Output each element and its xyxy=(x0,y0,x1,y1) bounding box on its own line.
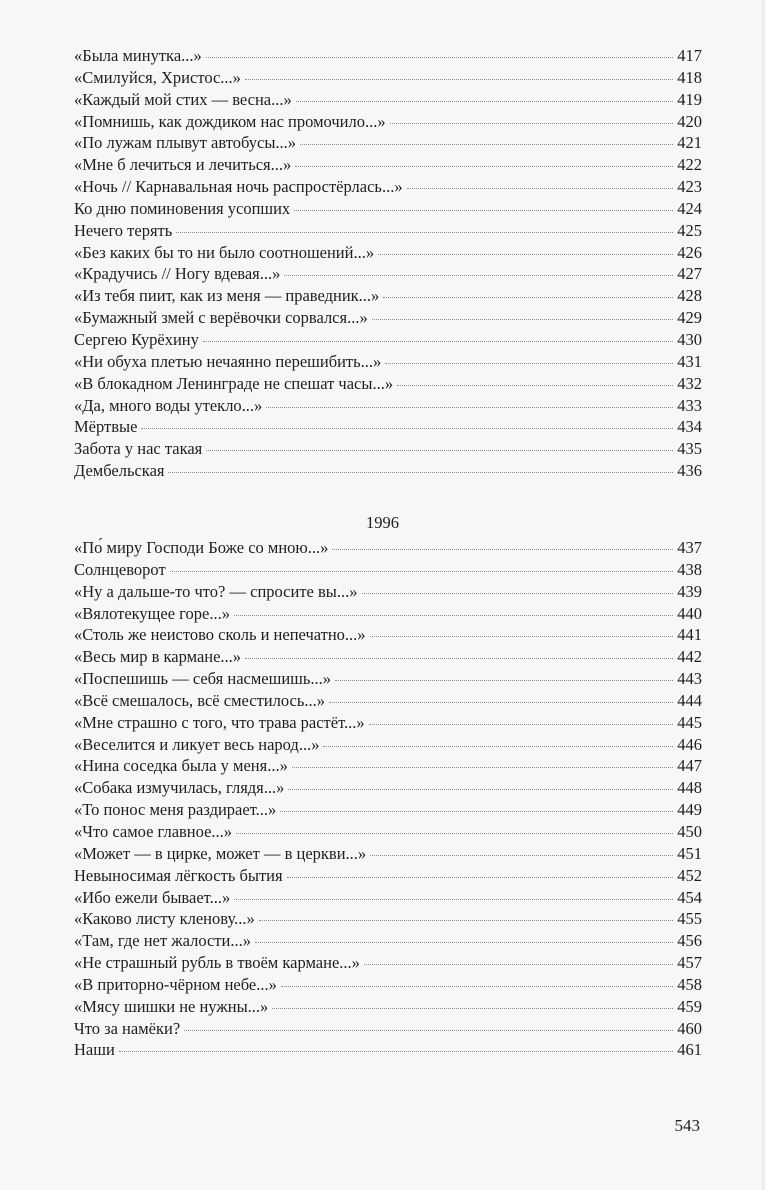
entry-page-number: 431 xyxy=(677,351,702,371)
entry-page-number: 445 xyxy=(677,712,702,732)
dot-leader xyxy=(288,789,673,790)
entry-title: «Смилуйся, Христос...» xyxy=(74,67,241,87)
entry-title: «Собака измучилась, глядя...» xyxy=(74,778,285,798)
dot-leader xyxy=(335,680,673,681)
dot-leader xyxy=(295,166,673,167)
entry-title: Солнцеворот xyxy=(74,559,166,579)
dot-leader xyxy=(234,899,673,900)
entry-page-number: 442 xyxy=(677,647,702,667)
dot-leader xyxy=(236,833,673,834)
entry-page-number: 454 xyxy=(677,887,702,907)
toc-entry xyxy=(74,821,702,843)
entry-title: «Столь же неистово сколь и непечатно...» xyxy=(74,625,366,645)
toc-entry xyxy=(74,1018,702,1040)
toc-entry xyxy=(74,438,702,460)
entry-title: «Помнишь, как дождиком нас промочило...» xyxy=(74,111,386,131)
dot-leader xyxy=(383,297,673,298)
page-edge xyxy=(762,0,775,1190)
toc-entry xyxy=(74,154,702,176)
toc-entry xyxy=(74,285,702,307)
entry-page-number: 420 xyxy=(677,111,702,131)
dot-leader xyxy=(284,275,673,276)
toc-entry xyxy=(74,865,702,887)
entry-page-number: 428 xyxy=(677,286,702,306)
entry-title: Невыносимая лёгкость бытия xyxy=(74,865,283,885)
entry-title: «Да, много воды утекло...» xyxy=(74,395,263,415)
toc-entry xyxy=(74,668,702,690)
dot-leader xyxy=(378,254,673,255)
dot-leader xyxy=(255,942,673,943)
entry-page-number: 422 xyxy=(677,155,702,175)
entry-title: «В приторно-чёрном небе...» xyxy=(74,974,277,994)
dot-leader xyxy=(397,385,673,386)
toc-entry xyxy=(74,89,702,111)
entry-page-number: 452 xyxy=(677,865,702,885)
toc-entry xyxy=(74,908,702,930)
entry-title: «Ночь // Карнавальная ночь распростёрлась...» xyxy=(74,177,403,197)
dot-leader xyxy=(372,319,674,320)
toc-entry xyxy=(74,395,702,417)
toc-entry xyxy=(74,329,702,351)
entry-page-number: 426 xyxy=(677,242,702,262)
entry-page-number: 447 xyxy=(677,756,702,776)
dot-leader xyxy=(292,767,673,768)
entry-title: «Вялотекущее горе...» xyxy=(74,603,230,623)
dot-leader xyxy=(294,210,673,211)
entry-title: «Бумажный змей с верёвочки сорвался...» xyxy=(74,308,368,328)
dot-leader xyxy=(168,472,673,473)
toc-entry xyxy=(74,198,702,220)
dot-leader xyxy=(176,232,673,233)
entry-page-number: 458 xyxy=(677,974,702,994)
entry-title: «Крадучись // Ногу вдевая...» xyxy=(74,264,281,284)
toc-entry xyxy=(74,242,702,264)
dot-leader xyxy=(266,407,673,408)
entry-page-number: 455 xyxy=(677,909,702,929)
toc-entry xyxy=(74,132,702,154)
toc-entry xyxy=(74,559,702,581)
toc-entry xyxy=(74,930,702,952)
entry-title: «В блокадном Ленинграде не спешат часы...» xyxy=(74,373,394,393)
entry-title: «Ни обуха плетью нечаянно перешибить...» xyxy=(74,351,382,371)
entry-title: Мёртвые xyxy=(74,417,138,437)
entry-page-number: 418 xyxy=(677,67,702,87)
entry-page-number: 451 xyxy=(677,843,702,863)
toc-entry xyxy=(74,460,702,482)
entry-page-number: 441 xyxy=(677,625,702,645)
entry-page-number: 457 xyxy=(677,953,702,973)
dot-leader xyxy=(203,341,673,342)
entry-title: «Что самое главное...» xyxy=(74,821,233,841)
entry-title: «Каждый мой стих — весна...» xyxy=(74,89,292,109)
toc-section-2 xyxy=(74,537,702,1061)
entry-page-number: 427 xyxy=(677,264,702,284)
entry-page-number: 429 xyxy=(677,308,702,328)
entry-page-number: 450 xyxy=(677,821,702,841)
toc-entry xyxy=(74,952,702,974)
toc-section-1 xyxy=(74,45,702,482)
toc-entry xyxy=(74,111,702,133)
toc-entry xyxy=(74,537,702,559)
dot-leader xyxy=(281,986,673,987)
toc-entry xyxy=(74,799,702,821)
entry-page-number: 440 xyxy=(677,603,702,623)
toc-entry xyxy=(74,351,702,373)
entry-page-number: 446 xyxy=(677,734,702,754)
dot-leader xyxy=(170,571,674,572)
entry-page-number: 443 xyxy=(677,669,702,689)
toc-entry xyxy=(74,734,702,756)
entry-title: Дембельская xyxy=(74,461,165,481)
dot-leader xyxy=(287,877,674,878)
entry-title: «Была минутка...» xyxy=(74,46,202,65)
dot-leader xyxy=(329,702,673,703)
entry-page-number: 460 xyxy=(677,1018,702,1038)
toc-entry xyxy=(74,67,702,89)
toc-entry xyxy=(74,1039,702,1061)
dot-leader xyxy=(370,855,673,856)
entry-page-number: 435 xyxy=(677,439,702,459)
entry-title: Наши xyxy=(74,1040,115,1060)
dot-leader xyxy=(184,1030,673,1031)
dot-leader xyxy=(300,144,673,145)
dot-leader xyxy=(141,428,673,429)
toc-entry xyxy=(74,220,702,242)
entry-title: Забота у нас такая xyxy=(74,439,203,459)
entry-title: «Из тебя пиит, как из меня — праведник...» xyxy=(74,286,380,306)
entry-page-number: 459 xyxy=(677,996,702,1016)
entry-title: «Там, где нет жалости...» xyxy=(74,931,251,951)
toc-entry xyxy=(74,373,702,395)
dot-leader xyxy=(245,658,673,659)
entry-page-number: 419 xyxy=(677,89,702,109)
entry-page-number: 448 xyxy=(677,778,702,798)
entry-title: «Веселится и ликует весь народ...» xyxy=(74,734,320,754)
toc-entry xyxy=(74,624,702,646)
toc-entry xyxy=(74,416,702,438)
entry-page-number: 421 xyxy=(677,133,702,153)
dot-leader xyxy=(332,549,673,550)
entry-page-number: 434 xyxy=(677,417,702,437)
entry-page-number: 417 xyxy=(677,46,702,65)
entry-page-number: 436 xyxy=(677,461,702,481)
entry-title: «Поспешишь — себя насмешишь...» xyxy=(74,669,331,689)
entry-page-number: 439 xyxy=(677,581,702,601)
dot-leader xyxy=(259,920,674,921)
toc-entry xyxy=(74,690,702,712)
entry-title: «Каково листу кленову...» xyxy=(74,909,255,929)
entry-page-number: 456 xyxy=(677,931,702,951)
year-heading: 1996 xyxy=(366,513,399,532)
page-number: 543 xyxy=(674,1116,700,1135)
entry-title: «То понос меня раздирает...» xyxy=(74,800,277,820)
dot-leader xyxy=(119,1051,673,1052)
entry-title: «Мне страшно с того, что трава растёт...» xyxy=(74,712,365,732)
entry-page-number: 424 xyxy=(677,198,702,218)
entry-page-number: 423 xyxy=(677,177,702,197)
toc-entry xyxy=(74,603,702,625)
entry-title: Ко дню поминовения усопших xyxy=(74,198,291,218)
dot-leader xyxy=(385,363,673,364)
entry-title: «Всё смешалось, всё сместилось...» xyxy=(74,690,325,710)
entry-title: «Нина соседка была у меня...» xyxy=(74,756,288,776)
entry-title: «Мясу шишки не нужны...» xyxy=(74,996,269,1016)
toc-entry xyxy=(74,263,702,285)
entry-page-number: 430 xyxy=(677,329,702,349)
toc-entry xyxy=(74,45,702,67)
entry-page-number: 438 xyxy=(677,559,702,579)
toc-entry xyxy=(74,777,702,799)
entry-title: «Ибо ежели бывает...» xyxy=(74,887,231,907)
dot-leader xyxy=(206,450,673,451)
dot-leader xyxy=(362,593,674,594)
toc-entry xyxy=(74,307,702,329)
toc-entry xyxy=(74,646,702,668)
entry-title: Нечего терять xyxy=(74,220,173,240)
toc-entry xyxy=(74,887,702,909)
entry-title: «Весь мир в кармане...» xyxy=(74,647,242,667)
entry-title: «Без каких бы то ни было соотношений...» xyxy=(74,242,375,262)
entry-page-number: 449 xyxy=(677,800,702,820)
dot-leader xyxy=(390,123,674,124)
dot-leader xyxy=(206,57,673,58)
entry-page-number: 444 xyxy=(677,690,702,710)
entry-title: «По лужам плывут автобусы...» xyxy=(74,133,297,153)
entry-title: «Мне б лечиться и лечиться...» xyxy=(74,155,292,175)
entry-page-number: 432 xyxy=(677,373,702,393)
entry-page-number: 425 xyxy=(677,220,702,240)
entry-page-number: 437 xyxy=(677,538,702,557)
entry-title: «По́ миру Господи Боже со мною...» xyxy=(74,538,329,557)
entry-title: «Не страшный рубль в твоём кармане...» xyxy=(74,953,360,973)
dot-leader xyxy=(245,79,673,80)
dot-leader xyxy=(272,1008,673,1009)
toc-entry xyxy=(74,176,702,198)
entry-page-number: 433 xyxy=(677,395,702,415)
dot-leader xyxy=(323,746,673,747)
dot-leader xyxy=(364,964,673,965)
toc-entry xyxy=(74,755,702,777)
entry-page-number: 461 xyxy=(677,1040,702,1060)
dot-leader xyxy=(407,188,674,189)
dot-leader xyxy=(296,101,674,102)
toc-entry xyxy=(74,996,702,1018)
dot-leader xyxy=(370,636,674,637)
dot-leader xyxy=(369,724,674,725)
entry-title: «Ну а дальше-то что? — спросите вы...» xyxy=(74,581,358,601)
entry-title: Что за намёки? xyxy=(74,1018,181,1038)
entry-title: Сергею Курёхину xyxy=(74,329,199,349)
toc-entry xyxy=(74,712,702,734)
toc-entry xyxy=(74,974,702,996)
dot-leader xyxy=(234,615,673,616)
dot-leader xyxy=(280,811,673,812)
entry-title: «Может — в цирке, может — в церкви...» xyxy=(74,843,367,863)
toc-entry xyxy=(74,843,702,865)
toc-entry xyxy=(74,581,702,603)
